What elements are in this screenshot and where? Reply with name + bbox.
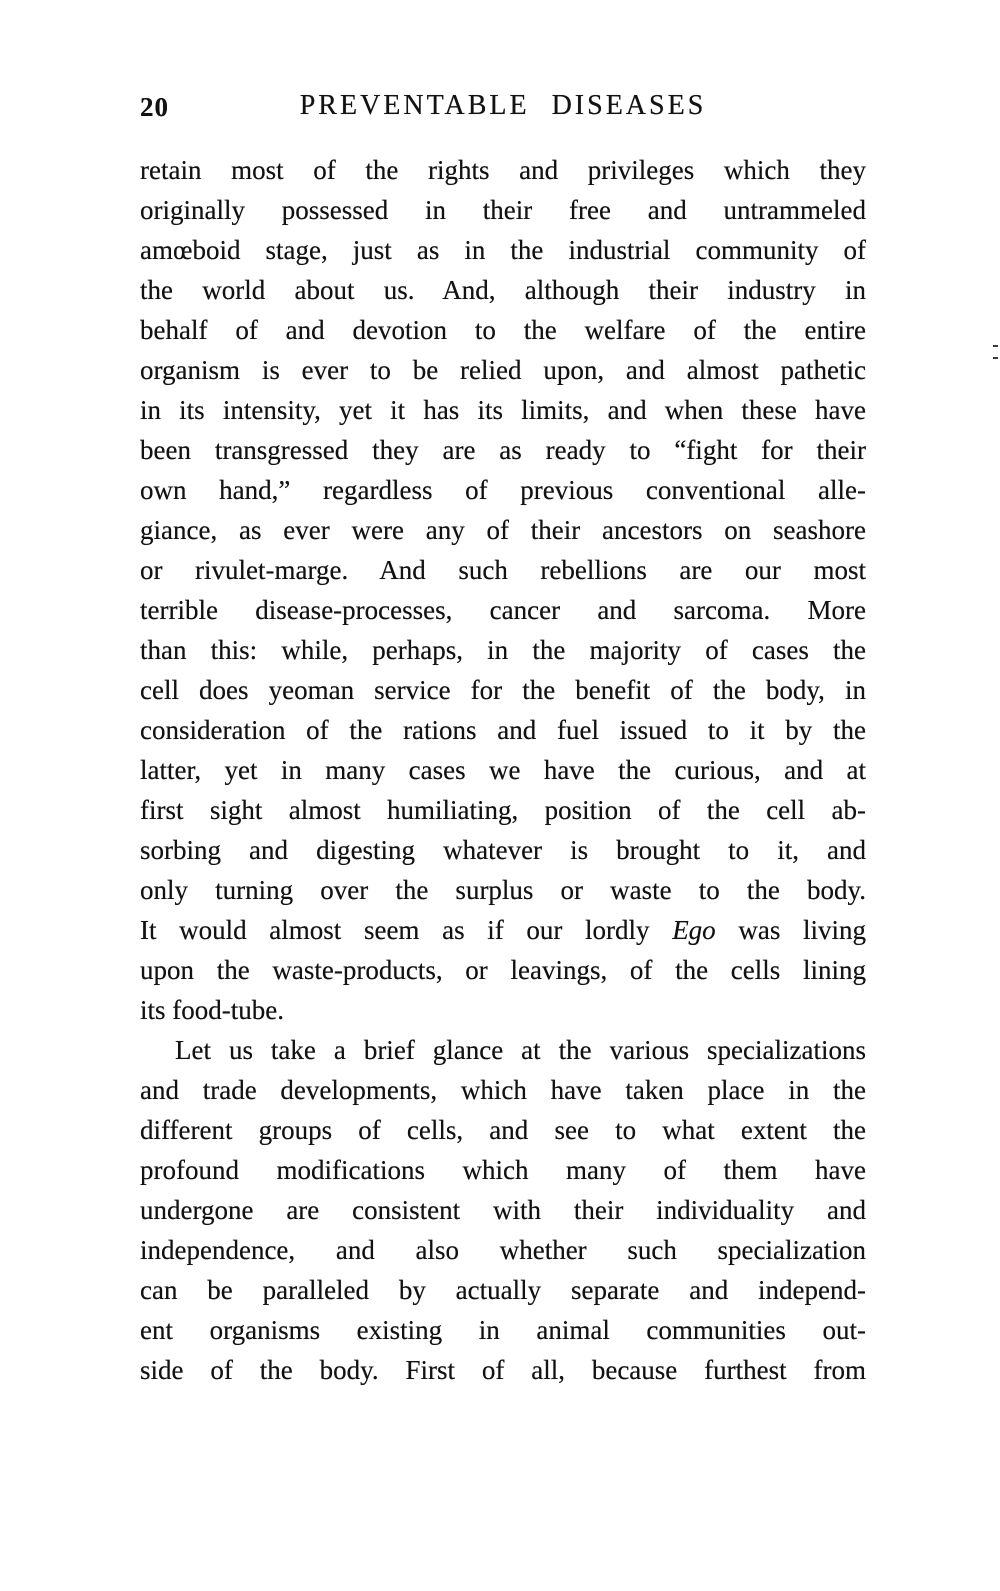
text-line: been transgressed they are as ready to “fight for their bbox=[140, 435, 866, 465]
text-line: and trade developments, which have taken place in the bbox=[140, 1075, 866, 1105]
text-line: terrible disease-processes, cancer and sarcoma. More bbox=[140, 595, 866, 625]
text-line: organism is ever to be relied upon, and almost pathetic bbox=[140, 355, 866, 385]
text-line: or rivulet-marge. And such rebellions are our most bbox=[140, 555, 866, 585]
text-line: consideration of the rations and fuel issued to it by the bbox=[140, 715, 866, 745]
text-line: giance, as ever were any of their ancestors on seashore bbox=[140, 515, 866, 545]
text-line: latter, yet in many cases we have the curious, and at bbox=[140, 755, 866, 785]
page-number: 20 bbox=[140, 92, 169, 122]
text-line: behalf of and devotion to the welfare of the entire bbox=[140, 315, 866, 345]
text-line: profound modifications which many of them have bbox=[140, 1155, 866, 1185]
text-line: Let us take a brief glance at the various specializations bbox=[175, 1035, 866, 1065]
text-block bbox=[140, 150, 866, 1390]
text-line: than this: while, perhaps, in the majority of cases the bbox=[140, 635, 866, 665]
text-line: own hand,” regardless of previous conventional alle- bbox=[140, 475, 866, 505]
running-header bbox=[140, 90, 866, 126]
text-line: different groups of cells, and see to what extent the bbox=[140, 1115, 866, 1145]
text-line: can be paralleled by actually separate and independ- bbox=[140, 1275, 866, 1305]
text-line: upon the waste-products, or leavings, of the cells lining bbox=[140, 955, 866, 985]
text-line: first sight almost humiliating, position of the cell ab- bbox=[140, 795, 866, 825]
text-line: ent organisms existing in animal communities out- bbox=[140, 1315, 866, 1345]
text-line: It would almost seem as if our lordly Ego was living bbox=[140, 915, 866, 945]
text-line: its food-tube. bbox=[140, 995, 284, 1025]
text-line: amœboid stage, just as in the industrial community of bbox=[140, 235, 866, 265]
text-line: originally possessed in their free and untrammeled bbox=[140, 195, 866, 225]
text-line: retain most of the rights and privileges which they bbox=[140, 155, 866, 185]
scan-speckle-artifact bbox=[993, 345, 999, 369]
text-line: undergone are consistent with their individuality and bbox=[140, 1195, 866, 1225]
running-title: PREVENTABLE DISEASES bbox=[299, 90, 707, 121]
text-line: independence, and also whether such specialization bbox=[140, 1235, 866, 1265]
text-line: side of the body. First of all, because furthest from bbox=[140, 1355, 866, 1385]
text-line: only turning over the surplus or waste to the body. bbox=[140, 875, 866, 905]
text-line: in its intensity, yet it has its limits, and when these have bbox=[140, 395, 866, 425]
text-line: the world about us. And, although their industry in bbox=[140, 275, 866, 305]
text-line: cell does yeoman service for the benefit of the body, in bbox=[140, 675, 866, 705]
text-line: sorbing and digesting whatever is brought to it, and bbox=[140, 835, 866, 865]
